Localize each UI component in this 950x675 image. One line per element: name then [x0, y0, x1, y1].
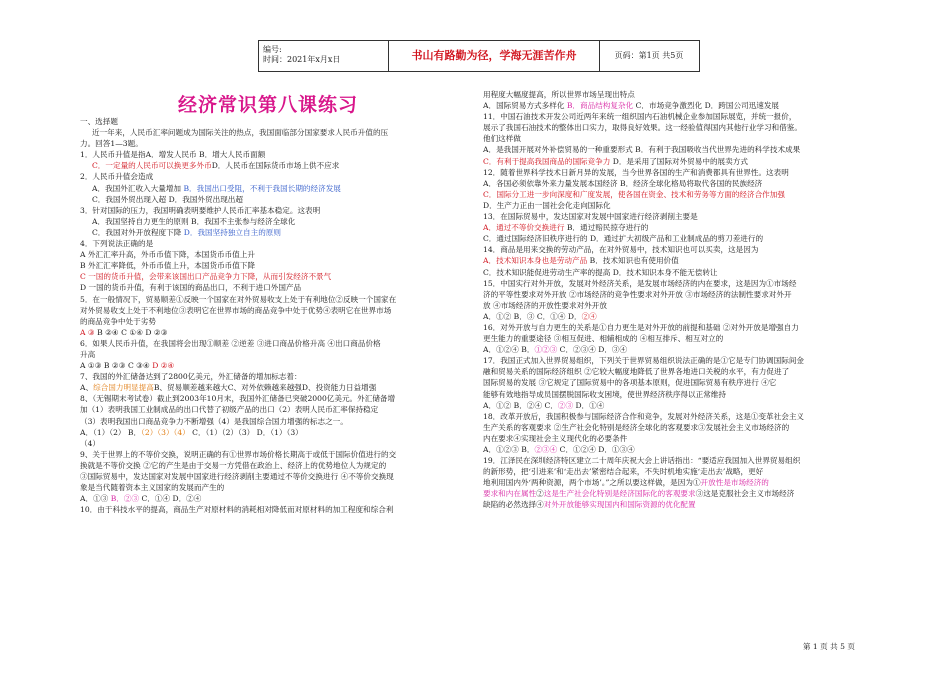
option-line: A 外汇汇率升高，外币币值下降，本国货币币值上升	[80, 250, 255, 260]
option-line: A．我国坚持自力更生的原则 B．我国不主张参与经济全球化	[92, 216, 296, 226]
question-17: 17．我国正式加入世界贸易组织，下列关于世界贸易组织说法正确的是①它是专门协调国际间金	[483, 356, 805, 366]
text-line: 内在要求④实现社会主义现代化的必要条件	[483, 433, 628, 443]
text-line: 对外贸易收支上处于不利地位③表明它在世界市场的商品竞争中处于优势④表明它在世界市场	[80, 305, 392, 315]
text-line: 力。回答1—3题。	[80, 139, 143, 149]
header-page-info: 页码：第1页 共5页	[614, 51, 684, 60]
answer-highlight: A ③	[80, 327, 95, 337]
option-line: D．生产力正由一国社会化走向国际化	[483, 200, 611, 210]
option-line	[483, 344, 883, 355]
option-text: A．①②③ B．	[483, 445, 535, 454]
question-10: 10．由于科技水平的提高，商品生产对原材料的消耗相对降低而对原材料的加工程度和综合利	[80, 505, 394, 515]
option-line	[80, 493, 465, 504]
answer-highlight: B．商品结构复杂化	[566, 101, 634, 111]
answer-highlight: 对外开放能够实现国内和国际资源的优化配置	[543, 500, 696, 510]
text-line: （3）表明我国出口商品竞争力不断增强（4）是我国综合国力增强的标志之一。	[80, 416, 348, 426]
text-line: 能够有效地指导成员国摆脱国际收支困境，使世界经济秩序得以正常维持	[483, 389, 726, 399]
text-line: 近一年来，人民币汇率问题成为国际关注的热点，我国面临部分国家要求人民币升值的压	[92, 128, 389, 138]
option-text: A ①③ B ②③ C ③④	[80, 361, 153, 371]
option-line: C．通过国际经济旧秩序进行的 D．通过扩大初级产品和工业制成品的剪刀差进行的	[483, 234, 764, 244]
page-footer: 第 1 页 共 5 页	[802, 642, 855, 651]
option-text: D．人民币在国际货币市场上供不应求	[211, 161, 340, 171]
option-line	[483, 311, 883, 322]
option-line: A．各国必须依靠外来力量发展本国经济 B．经济全球化格局将取代各国的民族经济	[483, 178, 763, 188]
text-line: 象是当代随着资本主义国家的发展而产生的	[80, 483, 225, 493]
option-text: C．①④ D．②④	[139, 494, 202, 504]
option-text: B、贸易顺差越来越大C、对外依赖越来越强D、投资能力日益增强	[153, 383, 377, 393]
option-line: D 一国的货币升值，有利于该国的商品出口，不利于进口外国产品	[80, 283, 302, 293]
option-line	[483, 255, 883, 266]
option-line	[483, 444, 883, 455]
answer-highlight: A．技术知识本身也是劳动产品	[483, 256, 588, 266]
option-text: B ②④ C ①④ D ②③	[94, 327, 168, 337]
option-text: A．国际贸易方式多样化	[483, 101, 567, 111]
question-6: 6．如果人民币升值，在我国将会出现①顺差 ②逆差 ③进口商品价格升高 ④出口商品价格	[80, 338, 381, 348]
text-line	[483, 499, 883, 510]
text-line: 生产关系的客观要求 ②生产社会化特别是经济全球化的客观要求③发展社会主义市场经济的	[483, 422, 790, 432]
question-3: 3．针对国际的压力，我国明确表明要维护人民币汇率基本稳定。这表明	[80, 205, 321, 215]
text-line: 的新形势，把‘引进来’和‘走出去’紧密结合起来，不失时机地实施‘走出去’战略，更好	[483, 467, 764, 477]
option-text: D．是采用了国际对外贸易中的展卖方式	[610, 156, 748, 166]
answer-highlight: D ②④	[152, 361, 175, 371]
option-text: ②	[536, 489, 544, 499]
option-line	[80, 160, 465, 171]
text-line	[483, 477, 883, 488]
question-5: 5．在一般情况下，贸易顺差①反映一个国家在对外贸易收支上处于有利地位②反映一个国家在	[80, 294, 397, 304]
option-text: A、	[80, 383, 94, 393]
question-19: 19．江泽民在深圳经济特区建立二十周年庆祝大会上讲话指出：“要适应我国加入世界贸易组织	[483, 456, 801, 466]
option-text: D．①④	[573, 400, 605, 410]
answer-highlight: ①②③	[534, 345, 558, 355]
question-13: 13．在国际贸易中，发达国家对发展中国家进行经济剥削主要是	[483, 212, 698, 222]
answer-highlight: 开放性是市场经济的	[700, 478, 769, 488]
question-2: 2．人民币升值会造成	[80, 172, 154, 182]
text-line: （4）	[80, 438, 101, 448]
question-1: 1．人民币升值是指A．增发人民币 B．增大人民币面额	[80, 150, 266, 160]
option-line	[80, 183, 465, 194]
answer-highlight: B．②③	[110, 494, 140, 504]
option-line	[80, 360, 465, 371]
question-12: 12．随着世界科学技术日新月异的发展，当今世界各国的生产和消费都具有世界性。这表明	[483, 167, 789, 177]
page-title: 经济常识第八课练习	[178, 94, 359, 116]
option-text: A．①② B．②④ C．	[483, 400, 558, 410]
page-header	[258, 40, 700, 72]
text-line: 的商品竞争中处于劣势	[80, 316, 156, 326]
section-heading: 一、选择题	[80, 117, 118, 126]
answer-highlight: C．一定量的人民币可以换更多外币	[92, 161, 212, 171]
option-text: A．①②④ B．	[483, 345, 535, 355]
answer-highlight: D．我国坚持独立自主的原则	[183, 227, 281, 237]
option-text: ③这是克服社会主义市场经济	[695, 489, 795, 499]
question-15: 15．中国实行对外开放，发展对外经济关系，是发展市场经济的内在要求，这是因为①市场经	[483, 278, 797, 288]
question-16: 16．对外开放与自力更生的关系是①自力更生是对外开放的前提和基础 ②对外开放是增强自力	[483, 322, 799, 332]
right-column	[483, 89, 883, 511]
answer-highlight: B．我国出口受阻，不利于我国长期的经济发展	[183, 183, 341, 193]
option-line	[483, 400, 883, 411]
number-label: 编号:	[263, 45, 282, 54]
option-text: C．（1）（2）（3） D．（1）（3）	[189, 427, 303, 437]
option-line	[80, 327, 465, 338]
question-14: 14．商品是用来交换的劳动产品，在对外贸易中，技术知识也可以买卖，这是因为	[483, 245, 759, 255]
text-line: 加（1）表明我国工业制成品的出口代替了初级产品的出口（2）表明人民币汇率保持稳定	[80, 405, 379, 415]
question-4: 4．下列说法正确的是	[80, 239, 154, 249]
text-line: ③国际贸易中，发达国家对发展中国家进行经济剥削主要通过不等价交换进行 ④不等价交换现	[80, 472, 394, 481]
text-line: 用程度大幅度提高，所以世界市场呈现出特点	[483, 90, 635, 99]
answer-highlight: A．通过不等价交换进行	[483, 223, 565, 233]
option-line	[483, 222, 883, 233]
option-line	[483, 156, 883, 167]
time-label: 时间：2021年x月x日	[263, 55, 341, 64]
option-text: A．①③	[80, 494, 111, 504]
option-line: C．技术知识能促进劳动生产率的提高 D．技术知识本身不能无偿转让	[483, 267, 718, 277]
text-line: 融和贸易关系的国际经济组织 ②它较大幅度地降低了世界各地进口关税的水平，有力促进了	[483, 367, 790, 377]
left-column	[80, 116, 465, 515]
option-text: C．我国对外开放程度下降	[92, 227, 184, 237]
option-text: A．①② B．③ C．①④ D．	[483, 311, 582, 321]
answer-highlight: （2）（3）（4）	[141, 427, 190, 437]
answer-highlight: 综合国力明显提高	[93, 383, 154, 393]
text-line: 升高	[80, 349, 96, 359]
answer-highlight: 要求和内在属性	[483, 489, 537, 499]
text-line: 展示了我国石油技术的整体出口实力，取得良好效果。这一经验值得国内其他行业学习和借鉴。	[483, 123, 802, 133]
text-line: 更生能力的重要途径 ③相互促进、相辅相成的 ④相互排斥、相互对立的	[483, 334, 724, 344]
text-line: 放 ④市场经济的开放性要求对外开放	[483, 300, 607, 310]
option-line	[80, 227, 465, 238]
header-motto: 书山有路勤为径，学海无涯苦作舟	[389, 41, 600, 71]
question-7: 7、我国的外汇储备达到了2800亿美元，外汇储备的增加标志着：	[80, 372, 302, 382]
answer-highlight: ②③④	[534, 445, 558, 454]
option-text: A．我国外汇收入大量增加	[92, 183, 182, 193]
option-text: B．技术知识也有使用价值	[587, 256, 679, 266]
text-line	[483, 488, 883, 499]
option-line: A．是我国开展对外补偿贸易的一种重要形式 B．有利于我国吸收当代世界先进的科学技术成果	[483, 145, 801, 155]
option-line: B 外汇汇率降低，外币币值上升，本国货币币值下降	[80, 261, 256, 271]
answer-highlight: C．有利于提高我国商品的国际竞争力	[483, 156, 611, 166]
option-line: C．我国外贸出现入超 D．我国外贸出现出超	[92, 194, 243, 204]
option-text: 缺陷的必然选择	[483, 500, 537, 510]
option-line	[483, 100, 883, 111]
question-9: 9、关于世界上的不等价交换，说明正确的有①世界市场价格长期高于或低于国际价值进行的交	[80, 449, 397, 459]
question-11: 11．中国石油技术开发公司近两年来统一组织国内石油机械企业参加国际展览，并统一报价，	[483, 112, 797, 122]
option-text: 地利用国内外‘两种资源，两个市场’。”之所以要这样做，是因为①	[483, 478, 701, 488]
question-8: 8、（无锡期末考试卷）截止到2003年10月末，我国外汇储备已突破2000亿美元。外汇储备增	[80, 394, 396, 404]
text-line: 济的平等性要求对外开放 ②市场经济的竞争性要求对外开放 ③市场经济的法制性要求对外开	[483, 289, 792, 299]
answer-highlight: C．国际分工进一步向深度和广度发展，使各国在资金、技术和劳务等方面的经济合作加强	[483, 189, 785, 199]
option-text: C．市场竞争激烈化 D．跨国公司迅速发展	[633, 101, 780, 111]
option-line	[80, 382, 465, 393]
option-text: B．通过赔民掠夺进行的	[564, 223, 649, 233]
option-line	[80, 427, 465, 438]
answer-highlight: ②④	[581, 311, 597, 321]
option-text: C．②③④ D．③④	[557, 345, 628, 355]
option-text: C．①②④ D．①③④	[557, 445, 635, 454]
option-text: ④	[536, 500, 544, 510]
header-meta	[259, 41, 389, 71]
text-line: 他们这样做	[483, 134, 521, 144]
answer-highlight: C 一国的货币升值，会带来该国出口产品竞争力下降，从而引发经济不景气	[80, 272, 332, 282]
text-line: 换就是不等价交换 ②它的产生是由于交易一方凭借在政治上、经济上的优势地位人为规定的	[80, 460, 387, 470]
question-18: 18．改革开放后，我国积极参与国际经济合作和竞争，发展对外经济关系，这是①变革社会主义	[483, 411, 805, 421]
text-line: 国际贸易的发展 ③它规定了国际贸易中的各项基本原则，促进国际贸易有秩序进行 ④它	[483, 378, 777, 388]
answer-highlight: ②③	[557, 400, 574, 410]
option-text: A．（1）（2） B．	[80, 427, 142, 437]
answer-highlight: 这是生产社会化特别是经济国际化的客观要求	[543, 489, 696, 499]
